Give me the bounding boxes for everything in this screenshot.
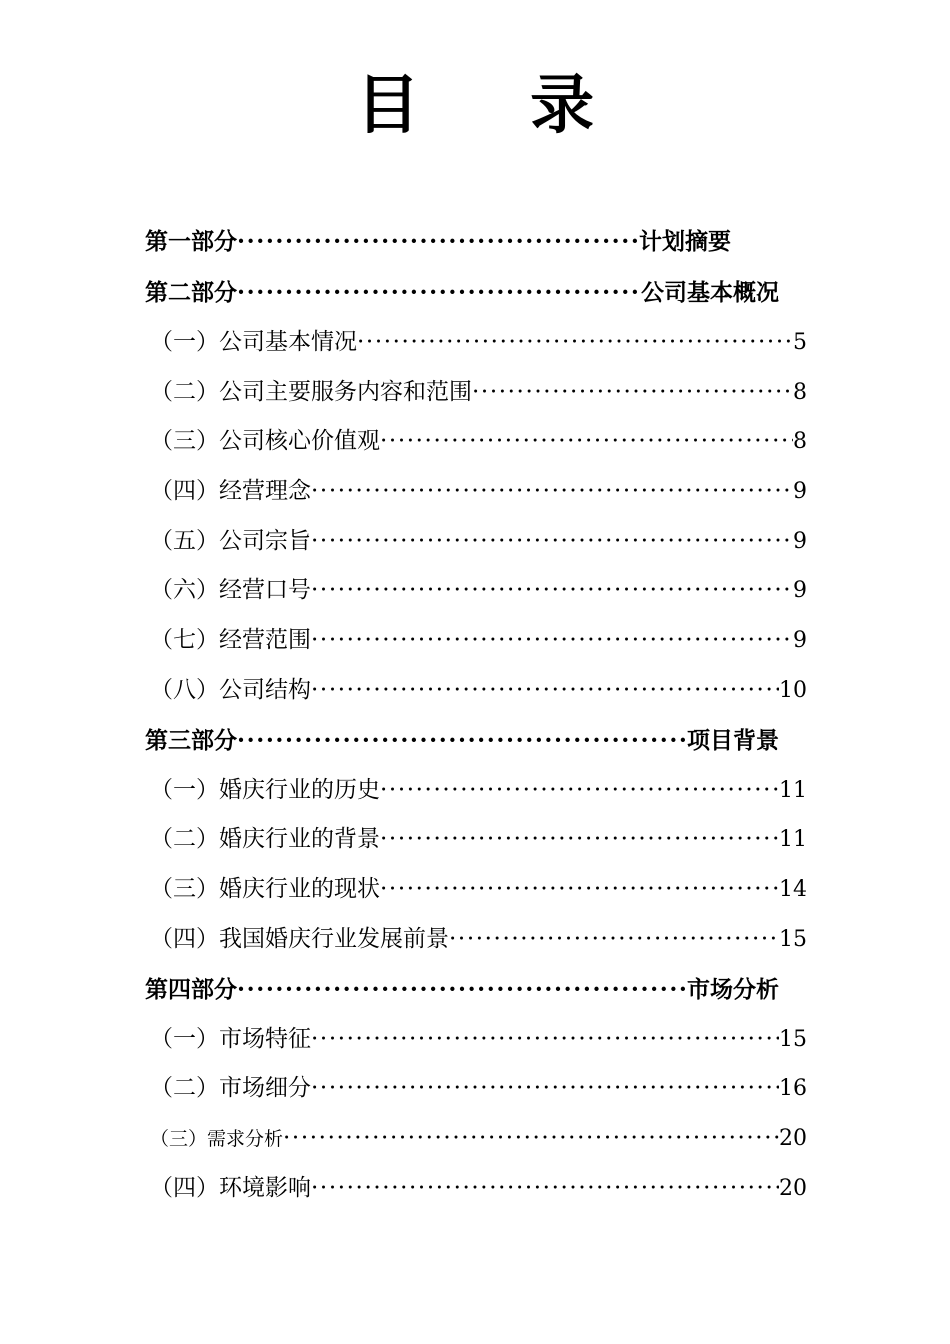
- toc-entry[interactable]: [150, 1122, 807, 1154]
- toc-part-1[interactable]: [145, 226, 731, 258]
- page-number: 10: [779, 678, 807, 703]
- entry-label: （六）经营口号: [150, 577, 311, 603]
- page-number: 8: [793, 380, 807, 405]
- dot-leader: [311, 525, 793, 557]
- part-title: 公司基本概况: [641, 279, 779, 306]
- page-number: 8: [793, 429, 807, 454]
- toc-part-4[interactable]: [145, 974, 779, 1006]
- dot-leader: [380, 873, 779, 905]
- page-number: 9: [793, 578, 807, 603]
- entry-label: （一）婚庆行业的历史: [150, 777, 380, 803]
- page-number: 20: [779, 1176, 807, 1201]
- entry-label: （三）公司核心价值观: [150, 428, 380, 454]
- dot-leader: [311, 475, 793, 507]
- page-number: 15: [779, 1027, 807, 1052]
- entry-label: （八）公司结构: [150, 677, 311, 703]
- toc-entry[interactable]: [150, 774, 807, 806]
- page-number: 20: [779, 1126, 807, 1151]
- entry-label: （四）经营理念: [150, 478, 311, 504]
- dot-leader: [283, 1122, 779, 1154]
- dot-leader: [311, 674, 779, 706]
- toc-entry[interactable]: [150, 376, 807, 408]
- toc-entry[interactable]: [150, 1172, 807, 1204]
- page-number: 5: [793, 330, 807, 355]
- dot-leader: [237, 725, 687, 757]
- toc-entry[interactable]: [150, 1023, 807, 1055]
- dot-leader: [311, 1072, 779, 1104]
- toc-entry[interactable]: [150, 923, 807, 955]
- dot-leader: [380, 823, 779, 855]
- entry-label: （四）环境影响: [150, 1175, 311, 1201]
- dot-leader: [311, 624, 793, 656]
- part-title: 市场分析: [687, 976, 779, 1003]
- entry-label: （四）我国婚庆行业发展前景: [150, 926, 449, 952]
- page-number: 9: [793, 479, 807, 504]
- entry-label: （三）婚庆行业的现状: [150, 876, 380, 902]
- entry-label: （三）需求分析: [150, 1128, 284, 1150]
- toc-entry[interactable]: [150, 1072, 807, 1104]
- dot-leader: [311, 574, 793, 606]
- dot-leader: [311, 1023, 779, 1055]
- toc-entry[interactable]: [150, 624, 807, 656]
- dot-leader: [237, 974, 687, 1006]
- dot-leader: [472, 376, 793, 408]
- page-title: 目 录: [355, 68, 639, 143]
- toc-entry[interactable]: [150, 823, 807, 855]
- toc-entry[interactable]: [150, 525, 807, 557]
- entry-label: （二）市场细分: [150, 1075, 311, 1101]
- toc-part-3[interactable]: [145, 725, 779, 757]
- toc-entry[interactable]: [150, 873, 807, 905]
- part-label: 第三部分: [145, 727, 237, 754]
- toc-entry[interactable]: [150, 475, 807, 507]
- page-number: 9: [793, 529, 807, 554]
- entry-label: （二）公司主要服务内容和范围: [150, 379, 472, 405]
- toc-part-2[interactable]: [145, 277, 779, 309]
- toc-entry[interactable]: [150, 574, 807, 606]
- dot-leader: [380, 425, 793, 457]
- page-number: 14: [779, 877, 807, 902]
- part-label: 第一部分: [145, 228, 237, 255]
- dot-leader: [237, 277, 641, 309]
- part-title: 项目背景: [687, 727, 779, 754]
- dot-leader: [357, 326, 793, 358]
- page-number: 11: [779, 778, 807, 803]
- part-label: 第二部分: [145, 279, 237, 306]
- entry-label: （五）公司宗旨: [150, 528, 311, 554]
- toc-entry[interactable]: [150, 326, 807, 358]
- entry-label: （一）市场特征: [150, 1026, 311, 1052]
- part-label: 第四部分: [145, 976, 237, 1003]
- dot-leader: [449, 923, 779, 955]
- toc-entry[interactable]: [150, 674, 807, 706]
- toc-entry[interactable]: [150, 425, 807, 457]
- entry-label: （二）婚庆行业的背景: [150, 826, 380, 852]
- part-title: 计划摘要: [639, 228, 731, 255]
- page-number: 16: [779, 1076, 807, 1101]
- page-number: 9: [793, 628, 807, 653]
- page-number: 15: [779, 927, 807, 952]
- page-number: 11: [779, 827, 807, 852]
- entry-label: （七）经营范围: [150, 627, 311, 653]
- dot-leader: [311, 1172, 779, 1204]
- dot-leader: [380, 774, 779, 806]
- entry-label: （一）公司基本情况: [150, 329, 357, 355]
- dot-leader: [237, 226, 639, 258]
